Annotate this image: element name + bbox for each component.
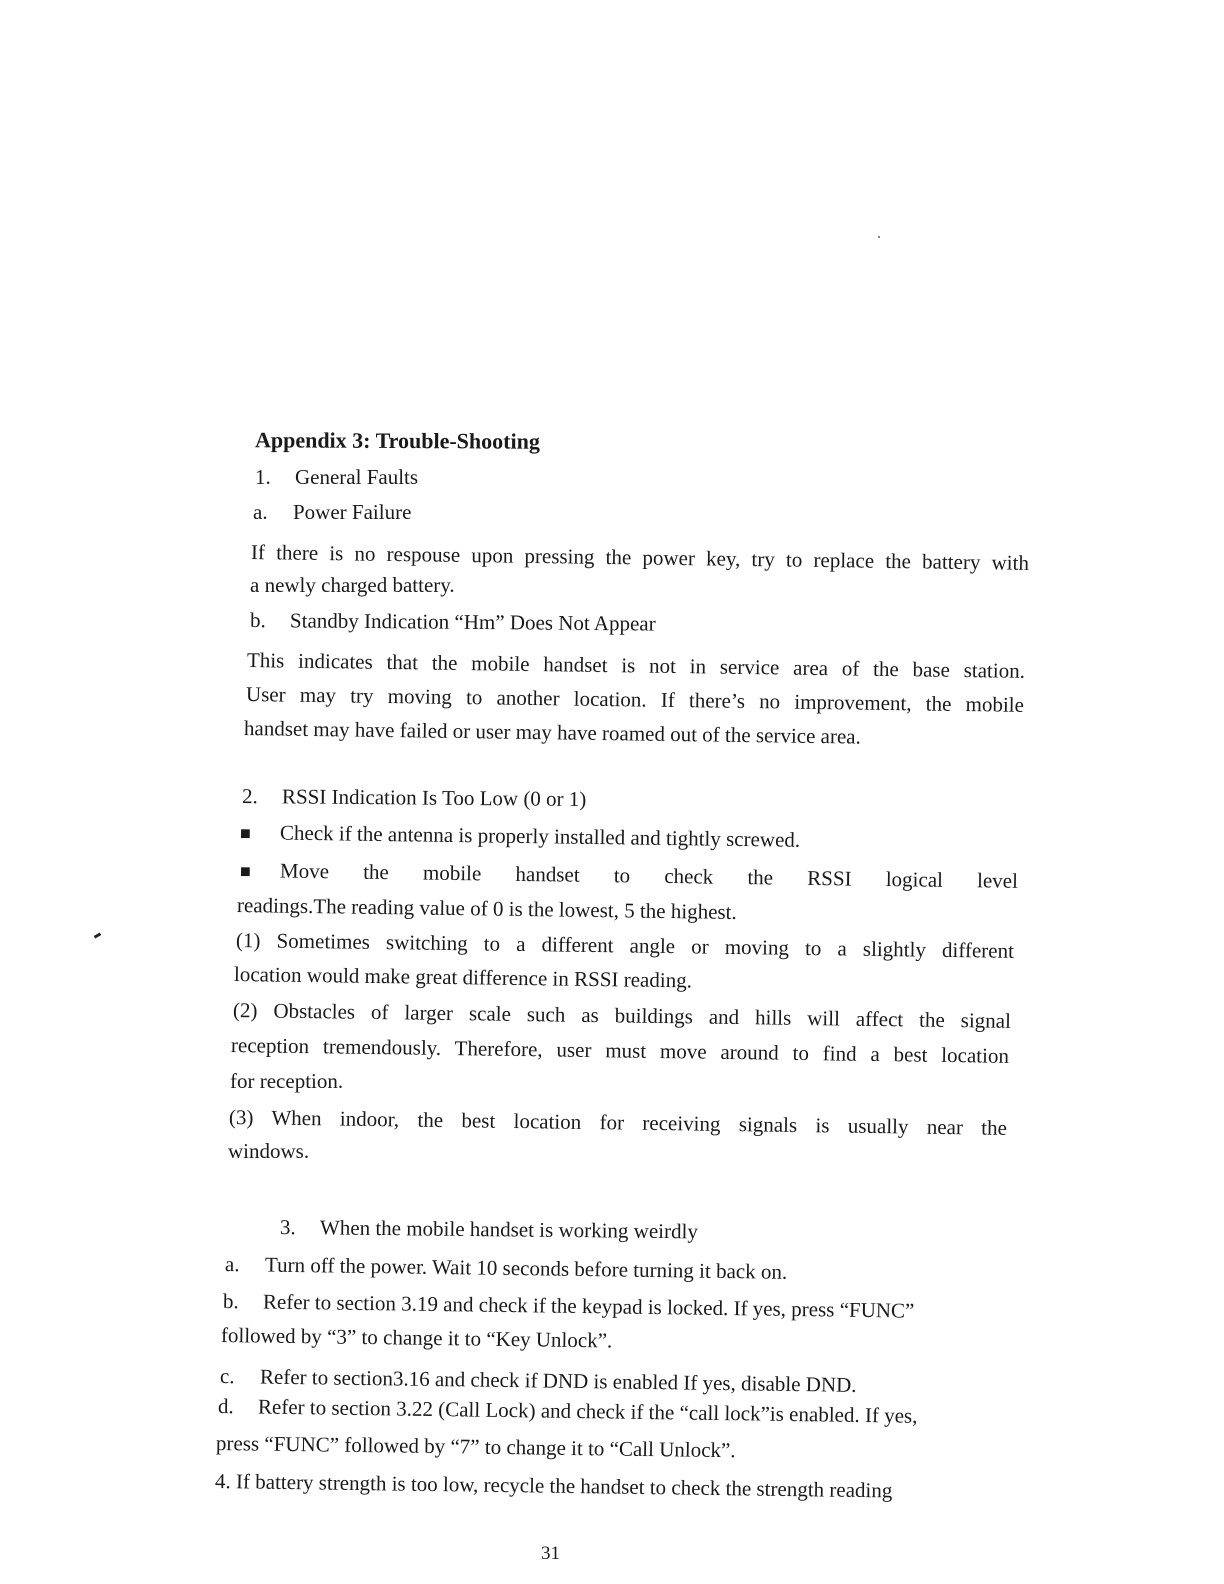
subsection-b-title: Standby Indication “Hm” Does Not Appear [289, 608, 656, 636]
item-3d-marker: d. [217, 1394, 234, 1419]
item-3a [225, 1251, 788, 1285]
item-3c-marker: c. [219, 1364, 235, 1389]
section-2-number: 2. [241, 784, 258, 809]
tip-2-line-2: reception tremendously. Therefore, user must move around to find a best location [230, 1033, 1010, 1068]
standby-text-line-3: handset may have failed or user may have roamed out of the service area. [243, 716, 862, 749]
tip-2-line-3: for reception. [230, 1069, 344, 1093]
subsection-a-marker: a. [253, 500, 268, 524]
item-3b-line-2: followed by “3” to change it to “Key Unlock”. [220, 1323, 613, 1353]
item-3b-text-1: Refer to section 3.19 and check if the keypad is locked. If yes, press “FUNC” [262, 1289, 915, 1323]
bullet-2-text-1: Move the mobile handset to check the RSSI logical level [279, 858, 1019, 893]
item-3d-line-1 [218, 1393, 918, 1429]
scan-dot [878, 236, 880, 238]
subsection-a-heading [253, 499, 411, 525]
section-2-heading [242, 783, 587, 812]
section-3-heading [280, 1214, 698, 1244]
section-2-title: RSSI Indication Is Too Low (0 or 1) [281, 784, 587, 812]
power-failure-text-line-2: a newly charged battery. [250, 573, 455, 597]
tip-1-line-2: location would make great difference in RSSI reading. [233, 962, 693, 993]
item-3d-line-2: press “FUNC” followed by “7” to change it to “Call Unlock”. [215, 1431, 736, 1463]
item-3c-text: Refer to section3.16 and check if DND is enabled If yes, disable DND. [259, 1364, 857, 1397]
section-1-number: 1. [255, 465, 271, 489]
item-3b-line-1 [223, 1288, 915, 1324]
bullet-square-icon: ■ [239, 823, 252, 844]
appendix-heading: Appendix 3: Trouble-Shooting [254, 427, 540, 454]
bullet-2-line-1 [240, 857, 1018, 895]
section-1-heading [255, 464, 418, 490]
item-3c [220, 1363, 857, 1398]
item-3a-text: Turn off the power. Wait 10 seconds before turning it back on. [264, 1252, 788, 1284]
subsection-b-heading [250, 607, 656, 637]
power-failure-text-line-1: If there is no respouse upon pressing the power key, try to replace the battery with [250, 540, 1030, 575]
item-3d-text-1: Refer to section 3.22 (Call Lock) and check if the “call lock”is enabled. If yes, [257, 1394, 918, 1428]
subsection-b-marker: b. [249, 608, 266, 633]
item-3a-marker: a. [224, 1252, 240, 1277]
bullet-square-icon: ■ [239, 861, 252, 882]
section-4-text: 4. If battery strength is too low, recycle the handset to check the strength reading [214, 1469, 893, 1503]
bullet-2-line-2: readings.The reading value of 0 is the lowest, 5 the highest. [236, 893, 737, 924]
subsection-a-title: Power Failure [293, 500, 412, 524]
bullet-1-text: Check if the antenna is properly installed and tightly screwed. [279, 820, 801, 852]
section-1-title: General Faults [295, 465, 419, 489]
item-3b-marker: b. [222, 1289, 239, 1314]
bullet-1 [240, 819, 801, 854]
scan-mark [94, 932, 102, 938]
standby-text-line-2: User may try moving to another location. If there’s no improvement, the mobile [245, 682, 1025, 717]
tip-3-line-2: windows. [228, 1139, 310, 1163]
page-number: 31 [541, 1543, 560, 1564]
standby-text-line-1: This indicates that the mobile handset is not in service area of the base station. [246, 648, 1026, 683]
section-3-title: When the mobile handset is working weirdly [319, 1215, 699, 1244]
tip-2-line-1: (2) Obstacles of larger scale such as buildings and hills will affect the signal [232, 998, 1012, 1033]
tip-3-line-1: (3) When indoor, the best location for receiving signals is usually near the [228, 1105, 1008, 1140]
tip-1-line-1: (1) Sometimes switching to a different angle or moving to a slightly different [235, 928, 1015, 963]
section-3-number: 3. [279, 1215, 296, 1240]
